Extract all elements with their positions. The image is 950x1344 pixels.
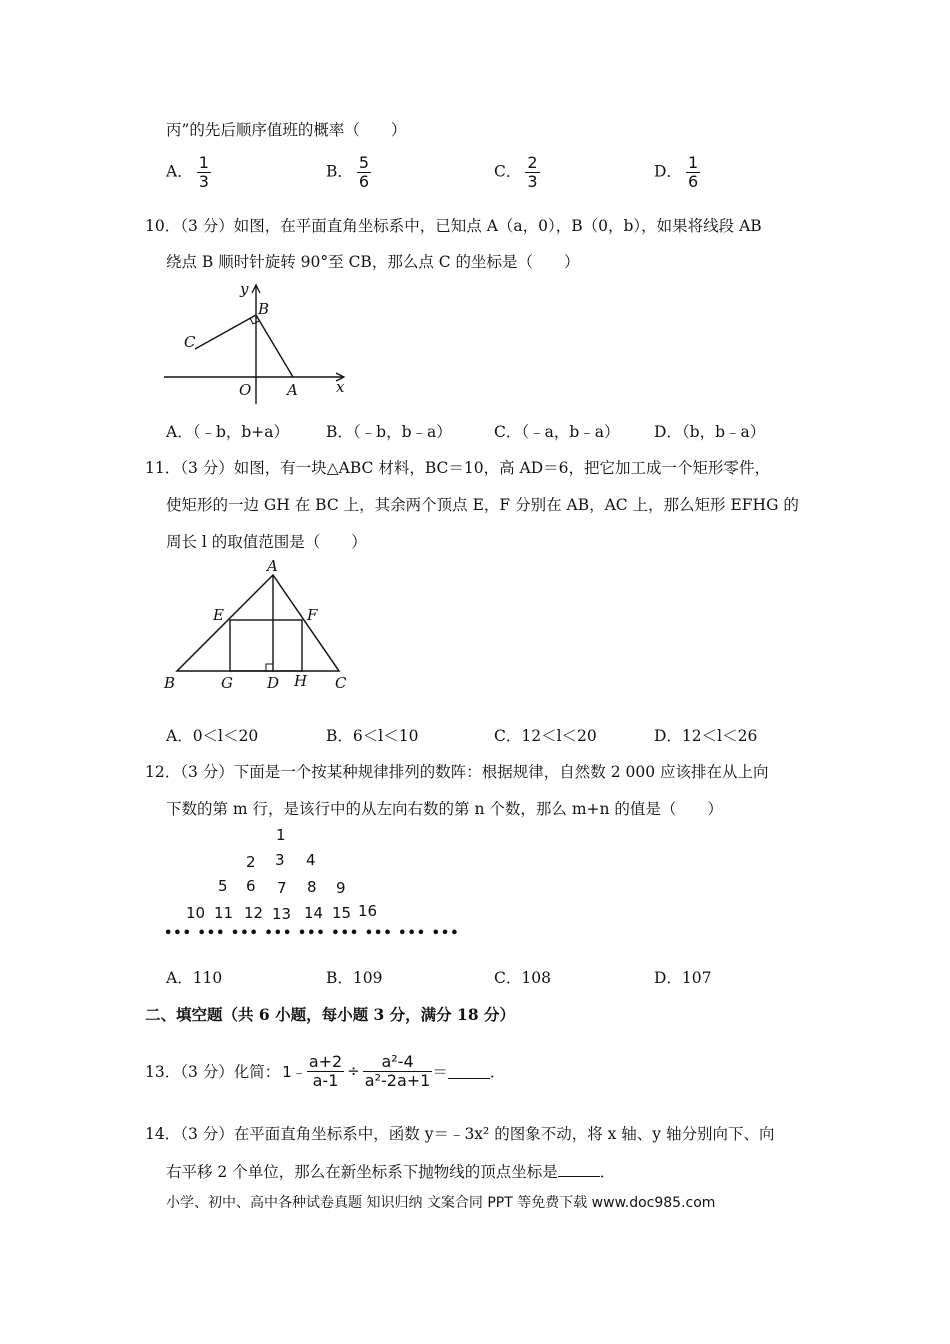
q11-triangle-figure — [160, 556, 360, 696]
q14-stem-line1: 14．（3 分）在平面直角坐标系中，函数 y＝﹣3x² 的图象不动，将 x 轴、y 轴分别向下、向 — [145, 1125, 775, 1143]
q12-option-d[interactable]: D．107 — [654, 969, 712, 987]
label-f: F — [307, 606, 318, 624]
q10-coordinate-figure — [160, 278, 360, 410]
fraction: $\frac{\text{a²-4}}{\text{a²-2a+1}}$ — [364, 1051, 431, 1090]
label-d: D — [267, 674, 280, 692]
q10-stem-line1: 10．（3 分）如图，在平面直角坐标系中，已知点 A（a，0），B（0，b），如果将线段 AB — [145, 217, 762, 235]
number-cell: 2 — [246, 853, 256, 871]
number-cell: 9 — [336, 879, 346, 897]
q12-option-b[interactable]: B．109 — [326, 969, 383, 987]
q11-option-c[interactable]: C．12＜l＜20 — [494, 727, 597, 745]
number-cell: 12 — [244, 904, 264, 922]
q10-option-b[interactable]: B．（﹣b，b﹣a） — [326, 423, 452, 441]
label-g: G — [221, 674, 233, 692]
q11-option-d[interactable]: D．12＜l＜26 — [654, 727, 758, 745]
ellipsis-row: ••• ••• ••• ••• ••• ••• ••• ••• ••• — [164, 926, 460, 941]
q11-stem-line2: 使矩形的一边 GH 在 BC 上，其余两个顶点 E，F 分别在 AB，AC 上，那么矩形 EFHG 的 — [166, 496, 799, 514]
q12-number-triangle — [160, 822, 460, 942]
number-cell: 15 — [332, 904, 352, 922]
q12-stem-line1: 12．（3 分）下面是一个按某种规律排列的数阵：根据规律，自然数 2 000 应该排在从上向 — [145, 763, 769, 781]
footer-text: 小学、初中、高中各种试卷真题 知识归纳 文案合同 PPT 等免费下载 www.doc985.com — [166, 1195, 716, 1211]
q11-stem-line3: 周长 l 的取值范围是（ ） — [166, 533, 367, 551]
label-c: C — [335, 674, 347, 692]
number-cell: 10 — [186, 904, 206, 922]
number-cell: 7 — [277, 879, 287, 897]
q10-option-d[interactable]: D．（b，b﹣a） — [654, 423, 766, 441]
label-a: A — [287, 381, 298, 399]
q13-line: 13．（3 分）化简： 1﹣ $\frac{a+2}{a-1}$ ÷ $\frac{\text{a²-4}}{\text{a²-2a+1}}$ ＝ ． — [145, 1051, 506, 1090]
number-cell: 8 — [307, 878, 317, 896]
q12-option-c[interactable]: C．108 — [494, 969, 551, 987]
answer-blank[interactable] — [448, 1064, 490, 1079]
number-cell: 14 — [304, 904, 324, 922]
number-cell: 6 — [246, 877, 256, 895]
fraction: $\frac{1}{6}$ — [687, 153, 699, 191]
rectangle-efhg — [230, 620, 302, 671]
segment-ab — [256, 315, 293, 377]
label-c: C — [184, 333, 196, 351]
q14-stem-line2: 右平移 2 个单位，那么在新坐标系下抛物线的顶点坐标是 ． — [166, 1163, 616, 1181]
label-e: E — [213, 606, 224, 624]
label-h: H — [294, 672, 308, 690]
answer-blank[interactable] — [558, 1162, 600, 1177]
q11-stem-line1: 11．（3 分）如图，有一块△ABC 材料，BC＝10，高 AD＝6，把它加工成一个矩形零件， — [145, 459, 771, 477]
q10-option-c[interactable]: C．（﹣a，b﹣a） — [494, 423, 620, 441]
q10-option-a[interactable]: A．（﹣b，b+a） — [166, 423, 290, 441]
label-x: x — [336, 378, 345, 396]
number-cell: 4 — [306, 851, 316, 869]
q10-stem-line2: 绕点 B 顺时针旋转 90°至 CB，那么点 C 的坐标是（ ） — [166, 253, 580, 271]
fraction: $\frac{2}{3}$ — [527, 153, 538, 191]
q9-option-c[interactable]: C． $\frac{2}{3}$ — [494, 153, 538, 191]
number-cell: 1 — [276, 826, 286, 844]
fraction: $\frac{1}{3}$ — [198, 153, 209, 191]
label-b: B — [164, 674, 176, 692]
number-cell: 13 — [272, 905, 292, 923]
segment-cb — [195, 315, 256, 349]
label-b: B — [258, 300, 270, 318]
label-y: y — [240, 280, 249, 298]
fraction: $\frac{a+2}{a-1}$ — [308, 1051, 343, 1090]
number-cell: 11 — [214, 904, 234, 922]
q9-continuation: 丙”的先后顺序值班的概率（ ） — [166, 121, 407, 139]
q11-option-b[interactable]: B．6＜l＜10 — [326, 727, 419, 745]
section-heading: 二、填空题（共 6 小题，每小题 3 分，满分 18 分） — [145, 1005, 516, 1024]
q12-stem-line2: 下数的第 m 行，是该行中的从左向右数的第 n 个数，那么 m+n 的值是（ ） — [166, 800, 723, 818]
label-o: O — [239, 381, 252, 399]
q11-option-a[interactable]: A．0＜l＜20 — [166, 727, 259, 745]
fraction: $\frac{5}{6}$ — [358, 153, 370, 191]
right-angle-mark — [266, 664, 273, 671]
number-cell: 3 — [275, 851, 285, 869]
label-a: A — [267, 557, 278, 575]
number-cell: 16 — [358, 902, 378, 920]
q9-option-a[interactable]: A． $\frac{1}{3}$ — [166, 153, 209, 191]
q9-option-b[interactable]: B． $\frac{5}{6}$ — [326, 153, 370, 191]
q12-option-a[interactable]: A．110 — [166, 969, 223, 987]
q9-option-d[interactable]: D． $\frac{1}{6}$ — [654, 153, 699, 191]
number-cell: 5 — [218, 877, 228, 895]
